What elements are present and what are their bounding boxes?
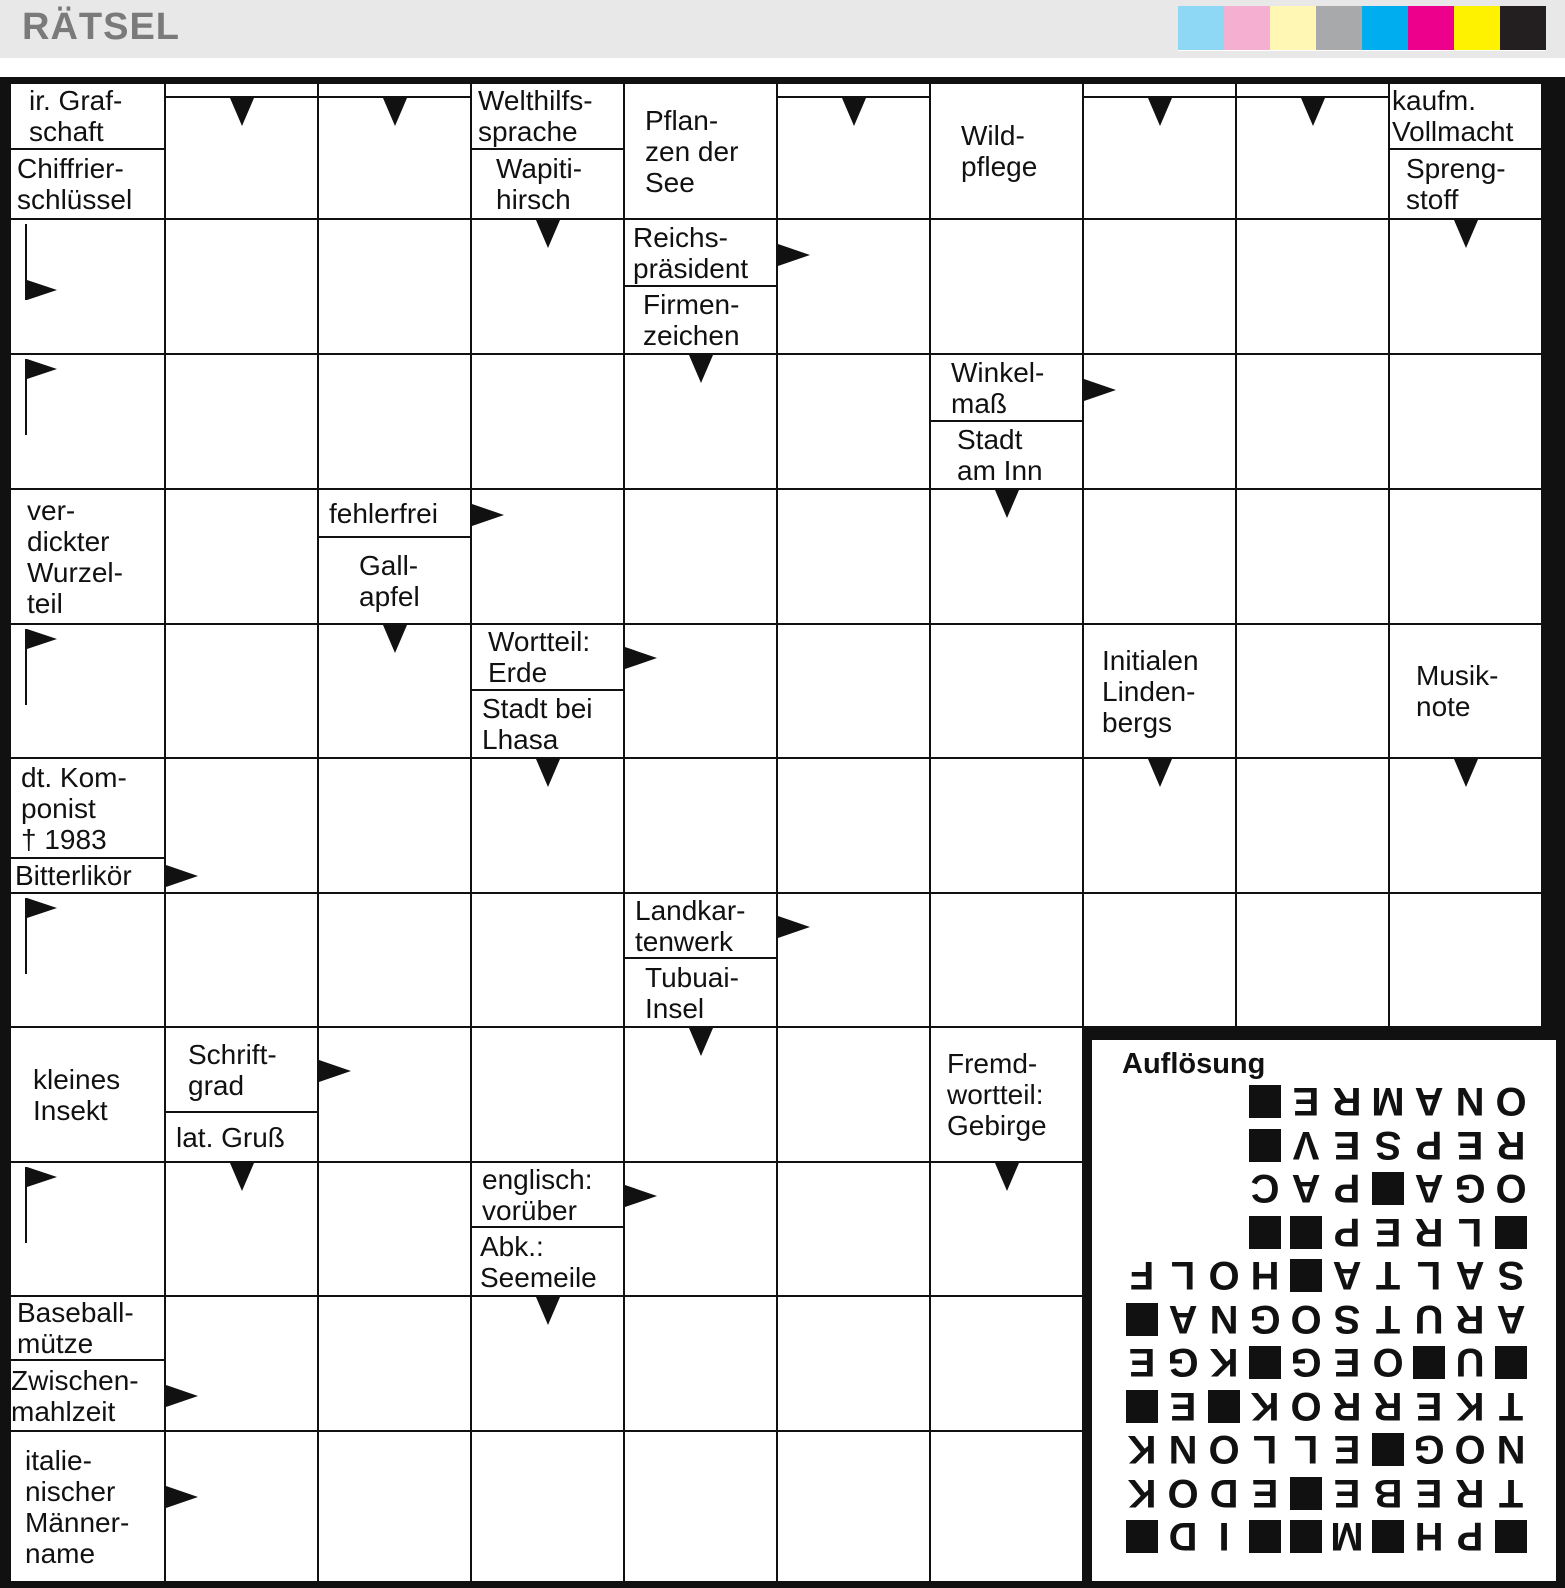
solution-letter: G xyxy=(1290,1340,1322,1384)
solution-letter: T xyxy=(1375,1297,1401,1341)
solution-letter: O xyxy=(1454,1427,1486,1471)
answer-cell[interactable] xyxy=(166,894,317,1026)
arrow-down-icon xyxy=(230,1163,254,1191)
solution-row xyxy=(1092,1124,1556,1167)
header-bar xyxy=(0,0,1565,58)
answer-cell[interactable] xyxy=(1084,894,1235,1026)
color-swatch xyxy=(1454,6,1500,50)
color-swatch xyxy=(1500,6,1546,50)
color-swatch xyxy=(1408,6,1454,50)
solution-row xyxy=(1092,1211,1556,1254)
answer-cell[interactable] xyxy=(931,1432,1082,1581)
clue-cell: kleines Insekt xyxy=(11,1028,164,1161)
answer-cell[interactable] xyxy=(625,490,776,623)
solution-letter: F xyxy=(1129,1253,1155,1297)
answer-cell[interactable] xyxy=(319,759,470,892)
solution-row xyxy=(1092,1428,1556,1471)
solution-letter: M xyxy=(1371,1079,1405,1123)
solution-letter: E xyxy=(1333,1123,1361,1167)
clue-cell: Bitterlikör xyxy=(11,859,164,892)
arrow-down-icon xyxy=(1301,98,1325,126)
solution-letter: K xyxy=(1455,1384,1485,1428)
arrow-down-icon xyxy=(1148,98,1172,126)
solution-letter: K xyxy=(1250,1384,1280,1428)
solution-letter: T xyxy=(1498,1471,1524,1515)
solution-block xyxy=(1126,1390,1158,1423)
clue-cell: englisch: vorüber xyxy=(472,1163,623,1228)
solution-row xyxy=(1092,1080,1556,1123)
solution-letter: H xyxy=(1250,1253,1280,1297)
answer-cell[interactable] xyxy=(1237,490,1388,623)
solution-letter: L xyxy=(1416,1253,1442,1297)
solution-letter: L xyxy=(1457,1210,1483,1254)
answer-cell[interactable] xyxy=(166,490,317,623)
solution-letter: A xyxy=(1455,1253,1485,1297)
solution-letter: E xyxy=(1333,1471,1361,1515)
answer-cell[interactable] xyxy=(931,625,1082,757)
clue-cell: Schrift- grad xyxy=(166,1028,317,1113)
solution-letter: R xyxy=(1332,1079,1362,1123)
solution-letter: E xyxy=(1251,1471,1279,1515)
solution-block xyxy=(1208,1390,1240,1423)
solution-letter: R xyxy=(1496,1123,1526,1167)
solution-letter: T xyxy=(1375,1253,1401,1297)
answer-cell[interactable] xyxy=(472,1028,623,1161)
solution-block xyxy=(1249,1216,1281,1249)
solution-letter: O xyxy=(1495,1166,1527,1210)
solution-letter: E xyxy=(1333,1340,1361,1384)
answer-cell[interactable] xyxy=(931,1297,1082,1430)
answer-cell[interactable] xyxy=(1237,220,1388,353)
answer-cell[interactable] xyxy=(625,1163,776,1295)
solution-letter: S xyxy=(1374,1123,1402,1167)
clue-cell: Abk.: Seemeile xyxy=(472,1228,623,1295)
answer-cell[interactable] xyxy=(778,1432,929,1581)
solution-letter: M xyxy=(1330,1514,1364,1558)
arrow-right-icon xyxy=(778,244,810,266)
solution-letter: A xyxy=(1291,1166,1321,1210)
solution-row xyxy=(1092,1298,1556,1341)
solution-letter: A xyxy=(1414,1079,1444,1123)
solution-letter: E xyxy=(1415,1471,1443,1515)
answer-cell[interactable] xyxy=(319,1163,470,1295)
arrow-down-icon xyxy=(230,98,254,126)
solution-letter: R xyxy=(1373,1384,1403,1428)
solution-block xyxy=(1495,1216,1527,1249)
arrow-down-icon xyxy=(383,625,407,653)
solution-block xyxy=(1249,1520,1281,1553)
answer-cell[interactable] xyxy=(778,1163,929,1295)
clue-cell: ver- dickter Wurzel- teil xyxy=(11,490,164,623)
arrow-right-icon xyxy=(166,865,198,887)
solution-block xyxy=(1249,1346,1281,1379)
solution-letter: L xyxy=(1252,1427,1278,1471)
answer-cell[interactable] xyxy=(778,759,929,892)
color-swatch xyxy=(1178,6,1224,50)
solution-panel xyxy=(1092,1040,1556,1581)
arrow-down-icon xyxy=(995,490,1019,518)
answer-cell[interactable] xyxy=(319,220,470,353)
arrow-down-icon xyxy=(536,759,560,787)
clue-cell: Winkel- maß xyxy=(931,355,1082,422)
answer-cell[interactable] xyxy=(1237,355,1388,488)
answer-cell[interactable] xyxy=(1237,894,1388,1026)
answer-cell[interactable] xyxy=(166,220,317,353)
solution-letter: S xyxy=(1497,1253,1525,1297)
solution-letter: G xyxy=(1454,1166,1486,1210)
clue-cell: Firmen- zeichen xyxy=(625,287,776,353)
solution-row xyxy=(1092,1472,1556,1515)
clue-cell: Fremd- wortteil: Gebirge xyxy=(931,1028,1082,1161)
answer-cell[interactable] xyxy=(778,1297,929,1430)
answer-cell[interactable] xyxy=(778,894,929,1026)
solution-letter: P xyxy=(1333,1210,1361,1254)
answer-cell[interactable] xyxy=(472,355,623,488)
answer-cell[interactable] xyxy=(778,1028,929,1161)
solution-letter: R xyxy=(1414,1210,1444,1254)
answer-cell[interactable] xyxy=(625,625,776,757)
solution-letter: L xyxy=(1293,1427,1319,1471)
solution-letter: N xyxy=(1168,1427,1198,1471)
solution-row xyxy=(1092,1254,1556,1297)
solution-letter: T xyxy=(1498,1384,1524,1428)
solution-letter: U xyxy=(1455,1340,1485,1384)
color-calibration-strip xyxy=(1178,6,1546,51)
clue-cell: dt. Kom- ponist † 1983 xyxy=(11,759,164,859)
clue-cell: Landkar- tenwerk xyxy=(625,894,776,959)
solution-letter: O xyxy=(1167,1471,1199,1515)
solution-letter: K xyxy=(1209,1340,1239,1384)
solution-block xyxy=(1290,1216,1322,1249)
solution-letter: P xyxy=(1415,1123,1443,1167)
solution-block xyxy=(1413,1346,1445,1379)
solution-letter: A xyxy=(1414,1166,1444,1210)
arrow-down-icon xyxy=(536,1297,560,1325)
answer-cell[interactable] xyxy=(1390,894,1541,1026)
answer-cell[interactable] xyxy=(931,894,1082,1026)
clue-cell: Tubuai- Insel xyxy=(625,959,776,1026)
arrow-down-icon xyxy=(1148,759,1172,787)
clue-cell: lat. Gruß xyxy=(166,1113,317,1161)
answer-cell[interactable] xyxy=(472,894,623,1026)
solution-letter: P xyxy=(1456,1514,1484,1558)
solution-letter: E xyxy=(1456,1123,1484,1167)
solution-letter: V xyxy=(1292,1123,1320,1167)
answer-cell[interactable] xyxy=(319,355,470,488)
clue-cell: Welthilfs- sprache xyxy=(472,84,623,150)
solution-block xyxy=(1249,1085,1281,1118)
solution-block xyxy=(1290,1259,1322,1292)
clue-cell: kaufm. Vollmacht xyxy=(1390,84,1541,150)
answer-cell[interactable] xyxy=(778,490,929,623)
solution-letter: E xyxy=(1292,1079,1320,1123)
arrow-right-icon xyxy=(625,1185,657,1207)
clue-cell: ir. Graf- schaft xyxy=(11,84,164,150)
color-swatch xyxy=(1362,6,1408,50)
solution-letter: O xyxy=(1208,1253,1240,1297)
clue-cell: Stadt am Inn xyxy=(931,422,1082,488)
clue-cell: Stadt bei Lhasa xyxy=(472,691,623,757)
clue-cell: Pflan- zen der See xyxy=(625,84,776,218)
solution-letter: D xyxy=(1168,1514,1198,1558)
answer-cell[interactable] xyxy=(931,220,1082,353)
arrow-down-icon xyxy=(689,355,713,383)
clue-cell: Gall- apfel xyxy=(319,538,470,623)
solution-letter: E xyxy=(1333,1427,1361,1471)
solution-row xyxy=(1092,1167,1556,1210)
solution-letter: N xyxy=(1209,1297,1239,1341)
solution-letter: O xyxy=(1208,1427,1240,1471)
solution-letter: R xyxy=(1455,1297,1485,1341)
solution-letter: H xyxy=(1414,1514,1444,1558)
arrow-down-icon xyxy=(536,220,560,248)
solution-letter: E xyxy=(1169,1384,1197,1428)
answer-cell[interactable] xyxy=(625,1297,776,1430)
solution-block xyxy=(1126,1520,1158,1553)
answer-cell[interactable] xyxy=(778,220,929,353)
solution-letter: A xyxy=(1168,1297,1198,1341)
solution-block xyxy=(1372,1433,1404,1466)
clue-cell: Baseball- mütze xyxy=(11,1297,164,1361)
solution-letter: E xyxy=(1415,1384,1443,1428)
arrow-down-icon xyxy=(1454,220,1478,248)
solution-row xyxy=(1092,1385,1556,1428)
arrow-down-icon xyxy=(995,1163,1019,1191)
arrow-down-icon xyxy=(383,98,407,126)
answer-cell[interactable] xyxy=(319,1432,470,1581)
solution-letter: R xyxy=(1455,1471,1485,1515)
clue-cell: Initialen Linden- bergs xyxy=(1084,625,1235,757)
answer-cell[interactable] xyxy=(1390,490,1541,623)
answer-cell[interactable] xyxy=(1390,355,1541,488)
answer-cell[interactable] xyxy=(931,759,1082,892)
arrow-right-icon xyxy=(166,1385,198,1407)
clue-cell: italie- nischer Männer- name xyxy=(11,1432,164,1581)
answer-cell[interactable] xyxy=(319,894,470,1026)
answer-cell[interactable] xyxy=(166,355,317,488)
solution-block xyxy=(1372,1520,1404,1553)
solution-block xyxy=(1249,1129,1281,1162)
answer-cell[interactable] xyxy=(1084,490,1235,623)
solution-letter: U xyxy=(1414,1297,1444,1341)
solution-letter: R xyxy=(1332,1384,1362,1428)
clue-cell: Chiffrier- schlüssel xyxy=(11,150,164,218)
solution-letter: O xyxy=(1290,1297,1322,1341)
solution-letter: I xyxy=(1218,1514,1230,1558)
color-swatch xyxy=(1316,6,1362,50)
solution-letter: L xyxy=(1170,1253,1196,1297)
solution-letter: G xyxy=(1167,1340,1199,1384)
solution-block xyxy=(1290,1477,1322,1510)
arrow-right-icon xyxy=(472,504,504,526)
solution-letter: E xyxy=(1374,1210,1402,1254)
arrow-down-icon xyxy=(1454,759,1478,787)
arrow-right-icon xyxy=(778,916,810,938)
solution-block xyxy=(1495,1520,1527,1553)
solution-letter: N xyxy=(1455,1079,1485,1123)
answer-cell[interactable] xyxy=(1084,355,1235,488)
clue-cell: Zwischen- mahlzeit xyxy=(11,1361,164,1430)
solution-letter: O xyxy=(1372,1340,1404,1384)
solution-letter: B xyxy=(1373,1471,1403,1515)
clue-cell: Spreng- stoff xyxy=(1390,150,1541,218)
solution-letter: G xyxy=(1249,1297,1281,1341)
answer-cell[interactable] xyxy=(319,1297,470,1430)
page-title: RÄTSEL xyxy=(22,6,180,48)
solution-letter: N xyxy=(1496,1427,1526,1471)
solution-letter: O xyxy=(1290,1384,1322,1428)
answer-cell[interactable] xyxy=(1237,625,1388,757)
clue-cell: Wortteil: Erde xyxy=(472,625,623,691)
answer-cell[interactable] xyxy=(319,1028,470,1161)
answer-cell[interactable] xyxy=(625,759,776,892)
clue-cell: Wapiti- hirsch xyxy=(472,150,623,218)
clue-cell: Reichs- präsident xyxy=(625,220,776,287)
solution-letter: E xyxy=(1128,1340,1156,1384)
clue-cell: Musik- note xyxy=(1390,625,1541,757)
solution-block xyxy=(1290,1520,1322,1553)
arrow-down-icon xyxy=(842,98,866,126)
solution-letter: K xyxy=(1127,1471,1157,1515)
arrow-right-icon xyxy=(319,1060,351,1082)
answer-cell[interactable] xyxy=(166,625,317,757)
solution-row xyxy=(1092,1515,1556,1558)
solution-block xyxy=(1126,1303,1158,1336)
solution-letter: K xyxy=(1127,1427,1157,1471)
solution-letter: C xyxy=(1250,1166,1280,1210)
clue-cell: Wild- pflege xyxy=(931,84,1082,218)
solution-letter: A xyxy=(1332,1253,1362,1297)
solution-title: Auflösung xyxy=(1122,1048,1266,1080)
solution-letter: G xyxy=(1413,1427,1445,1471)
arrow-right-icon xyxy=(166,1486,198,1508)
solution-letter: S xyxy=(1333,1297,1361,1341)
solution-letter: P xyxy=(1333,1166,1361,1210)
color-swatch xyxy=(1224,6,1270,50)
answer-cell[interactable] xyxy=(472,1432,623,1581)
answer-cell[interactable] xyxy=(166,1297,317,1430)
arrow-right-icon xyxy=(625,647,657,669)
answer-cell[interactable] xyxy=(1084,220,1235,353)
solution-letter: A xyxy=(1496,1297,1526,1341)
answer-cell[interactable] xyxy=(778,355,929,488)
clue-cell: fehlerfrei xyxy=(319,490,470,538)
solution-letter: D xyxy=(1209,1471,1239,1515)
arrow-down-icon xyxy=(689,1028,713,1056)
solution-row xyxy=(1092,1341,1556,1384)
arrow-right-icon xyxy=(1084,379,1116,401)
solution-block xyxy=(1372,1172,1404,1205)
answer-cell[interactable] xyxy=(1237,759,1388,892)
solution-block xyxy=(1495,1346,1527,1379)
solution-letter: O xyxy=(1495,1079,1527,1123)
answer-cell[interactable] xyxy=(625,1432,776,1581)
color-swatch xyxy=(1270,6,1316,50)
answer-cell[interactable] xyxy=(778,625,929,757)
